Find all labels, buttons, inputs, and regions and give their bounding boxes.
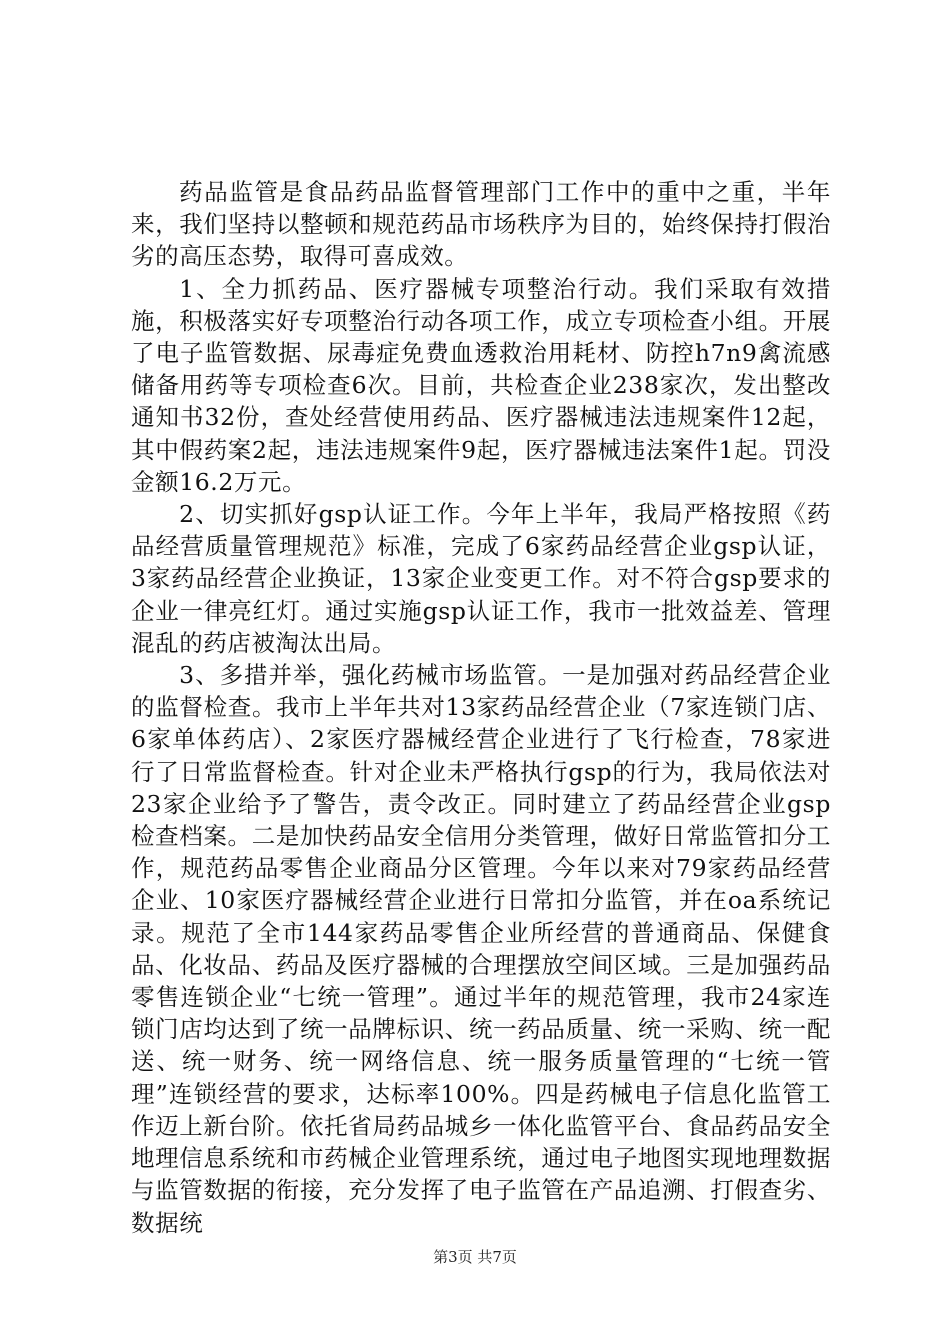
paragraph-special-rectification: 1、全力抓药品、医疗器械专项整治行动。我们采取有效措施，积极落实好专项整治行动各项工作，成立专项检查小组。开展了电子监管数据、尿毒症免费血透救治用耗材、防控h7n9禽流感储备用药等专项检查6次。目前，共检查企业238家次，发出整改通知书32份，查处经营使用药品、医疗器械违法违规案件12起，其中假药案2起，违法违规案件9起，医疗器械违法案件1起。罚没金额16.2万元。 [131, 274, 831, 496]
paragraph-market-supervision: 3、多措并举，强化药械市场监管。一是加强对药品经营企业的监督检查。我市上半年共对13家药品经营企业（7家连锁门店、6家单体药店）、2家医疗器械经营企业进行了飞行检查，78家进行了日常监督检查。针对企业未严格执行gsp的行为，我局依法对23家企业给予了警告，责令改正。同时建立了药品经营企业gsp检查档案。二是加快药品安全信用分类管理，做好日常监管扣分工作，规范药品零售企业商品分区管理。今年以来对79家药品经营企业、10家医疗器械经营企业进行日常扣分监管，并在oa系统记录。规范了全市144家药品零售企业所经营的普通商品、保健食品、化妆品、药品及医疗器械的合理摆放空间区域。三是加强药品零售连锁企业“七统一管理”。通过半年的规范管理，我市24家连锁门店均达到了统一品牌标识、统一药品质量、统一采购、统一配送、统一财务、统一网络信息、统一服务质量管理的“七统一管理”连锁经营的要求，达标率100%。四是药械电子信息化监管工作迈上新台阶。依托省局药品城乡一体化监管平台、食品药品安全地理信息系统和市药械企业管理系统，通过电子地图实现地理数据与监管数据的衔接，充分发挥了电子监管在产品追溯、打假查劣、数据统 [131, 661, 831, 1237]
paragraph-gsp-certification: 2、切实抓好gsp认证工作。今年上半年，我局严格按照《药品经营质量管理规范》标准，完成了6家药品经营企业gsp认证，3家药品经营企业换证，13家企业变更工作。对不符合gsp要求的企业一律亮红灯。通过实施gsp认证工作，我市一批效益差、管理混乱的药店被淘汰出局。 [131, 500, 831, 657]
body-text [131, 176, 831, 1239]
page-number-footer: 第3页 共7页 [433, 1248, 517, 1266]
paragraph-intro: 药品监管是食品药品监督管理部门工作中的重中之重，半年来，我们坚持以整顿和规范药品市场秩序为目的，始终保持打假治劣的高压态势，取得可喜成效。 [131, 178, 831, 271]
